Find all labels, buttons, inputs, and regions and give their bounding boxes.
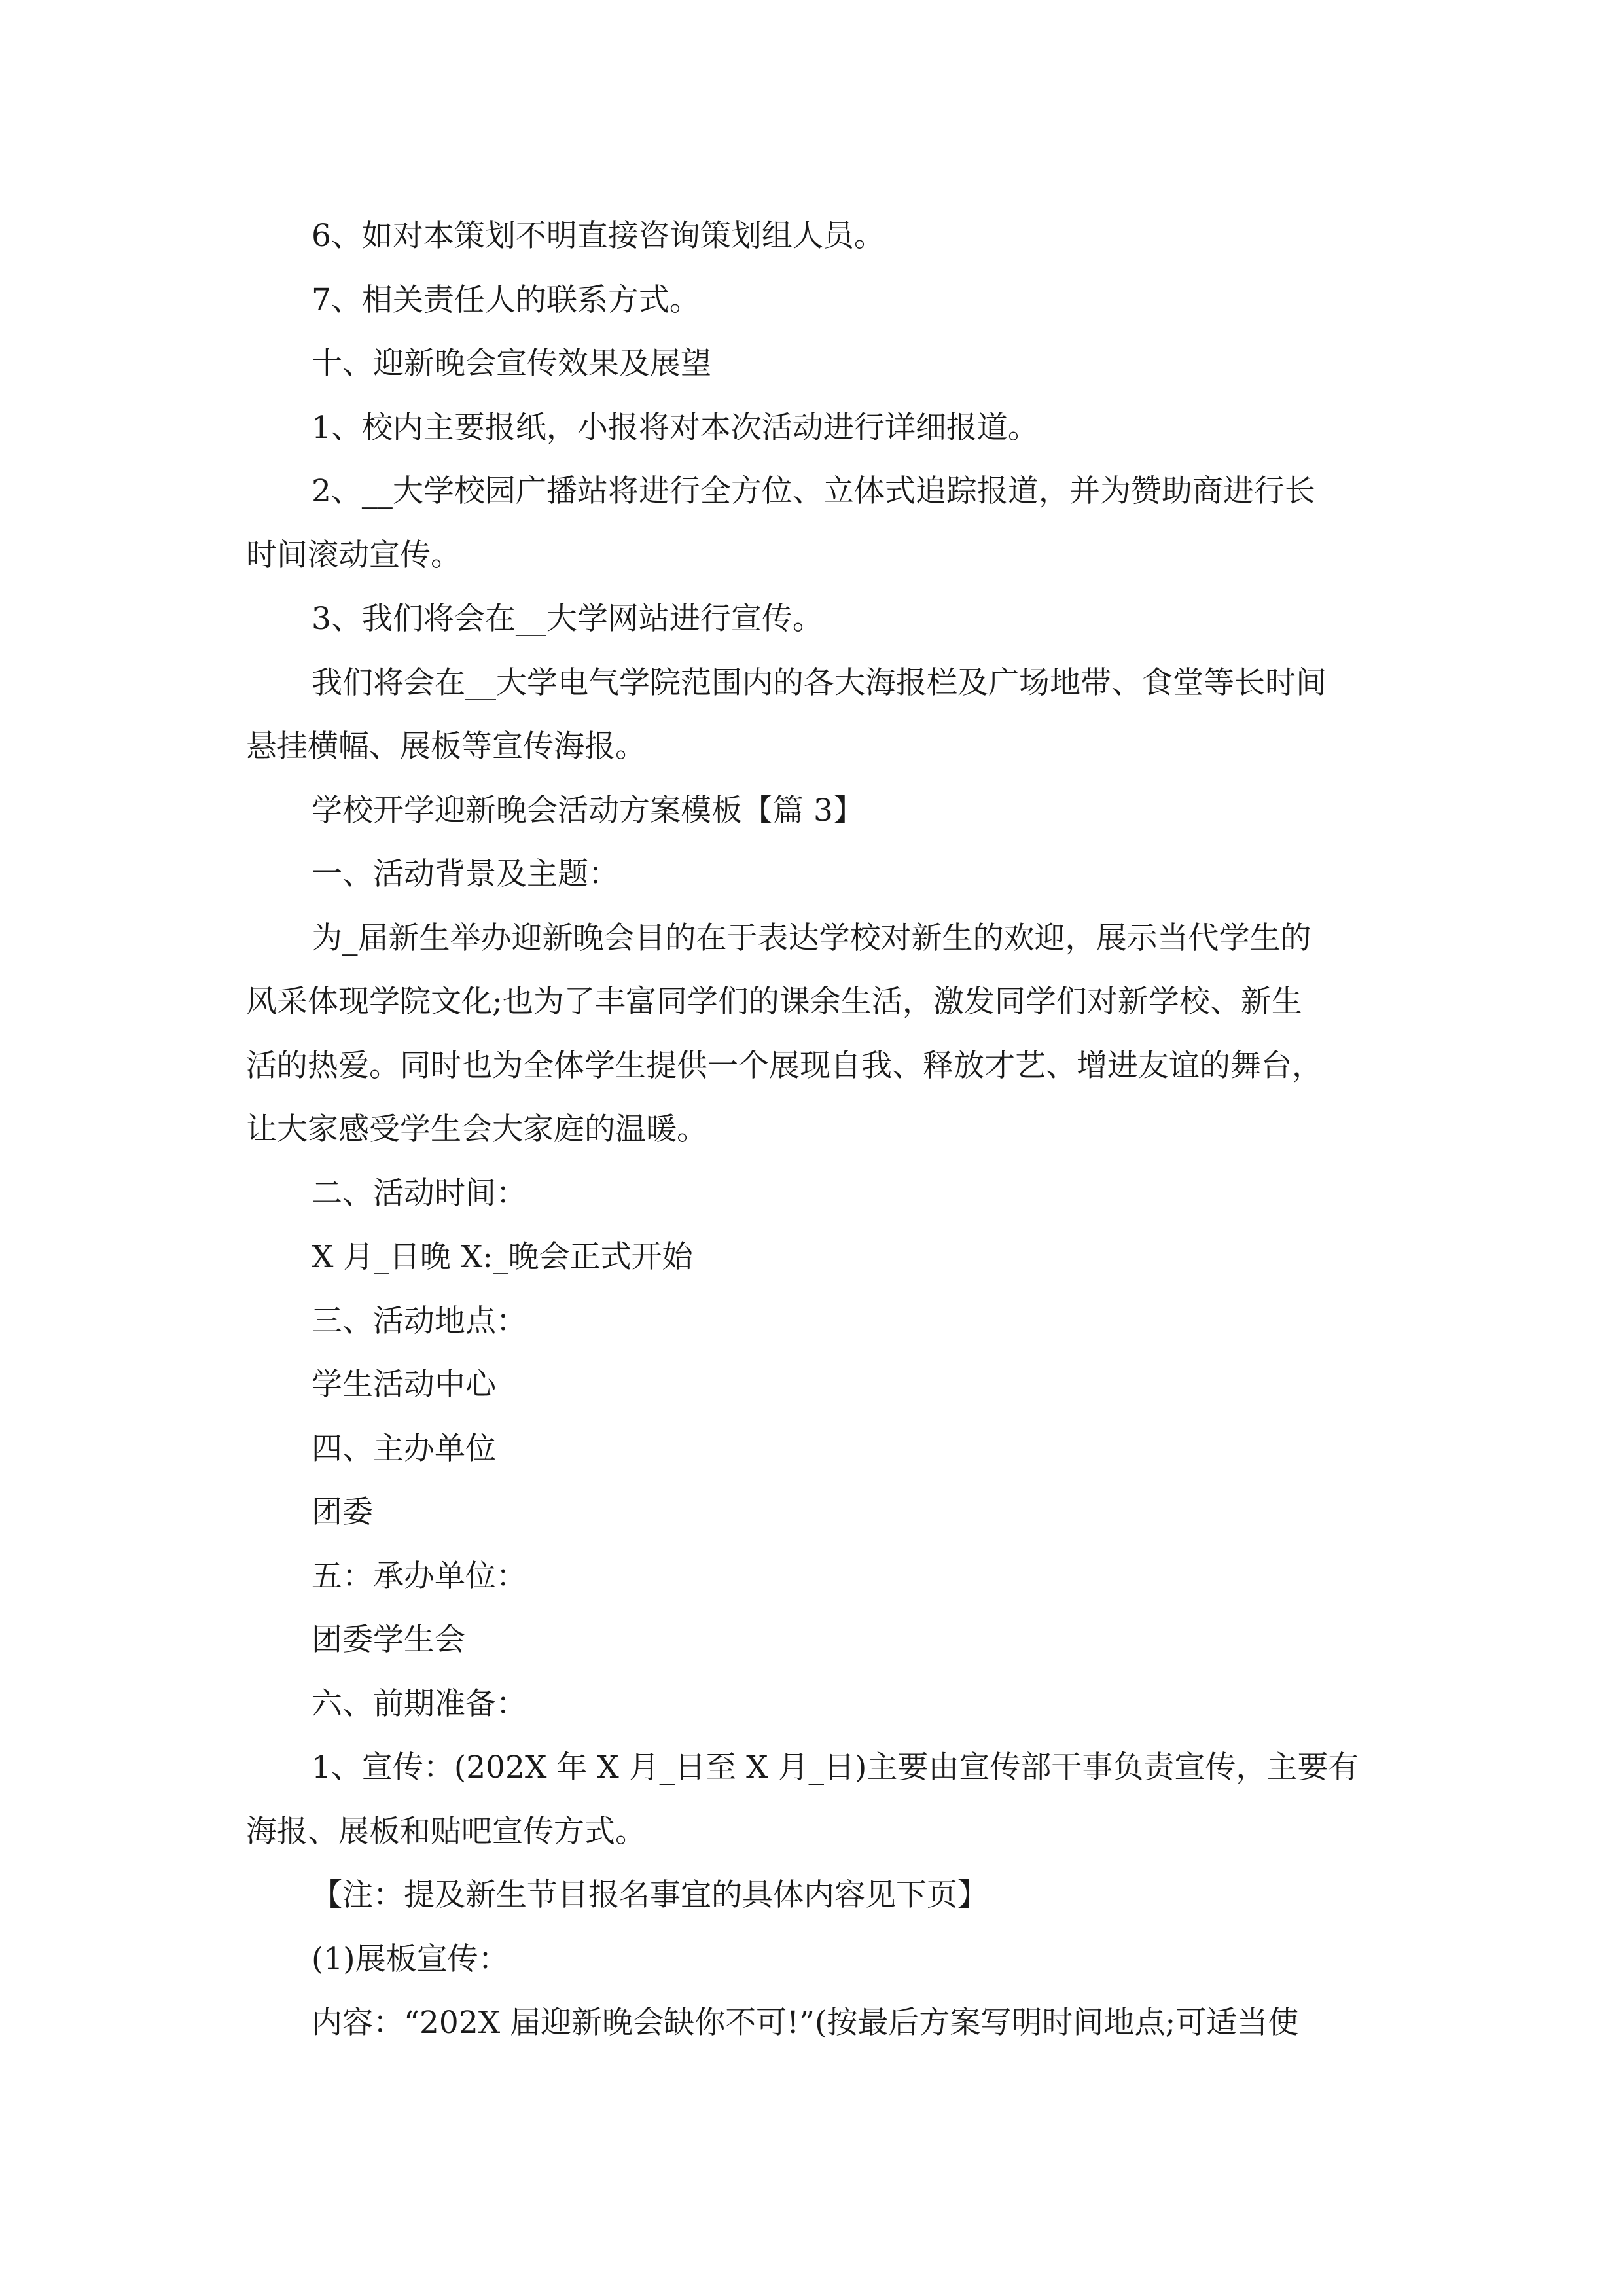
text-line: 活的热爱。同时也为全体学生提供一个展现自我、释放才艺、增进友谊的舞台， (246, 1047, 1323, 1084)
text-line: 团委 (312, 1494, 373, 1530)
text-line: 风采体现学院文化;也为了丰富同学们的课余生活，激发同学们对新学校、新生 (246, 984, 1302, 1020)
text-line: 十、迎新晚会宣传效果及展望 (312, 346, 711, 382)
text-line: 为_届新生举办迎新晚会目的在于表达学校对新生的欢迎，展示当代学生的 (312, 920, 1311, 956)
text-line: 【注：提及新生节目报名事宜的具体内容见下页】 (312, 1877, 988, 1913)
text-line: 三、活动地点： (312, 1302, 527, 1339)
text-line: 1、宣传：(202X 年 X 月_日至 X 月_日)主要由宣传部干事负责宣传，主要有 (312, 1749, 1359, 1785)
text-line: 6、如对本策划不明直接咨询策划组人员。 (312, 218, 885, 254)
text-line: 学生活动中心 (312, 1367, 496, 1403)
text-line: 二、活动时间： (312, 1175, 527, 1211)
text-line: 学校开学迎新晚会活动方案模板【篇 3】 (312, 792, 864, 829)
text-line: 六、前期准备： (312, 1685, 527, 1722)
text-line: 悬挂横幅、展板等宣传海报。 (246, 728, 646, 764)
text-line: 海报、展板和贴吧宣传方式。 (246, 1813, 646, 1850)
text-line: 内容：“202X 届迎新晚会缺你不可!”(按最后方案写明时间地点;可适当使 (312, 2005, 1299, 2041)
text-line: 团委学生会 (312, 1622, 465, 1658)
document-body (246, 204, 1385, 2055)
text-line: 1、校内主要报纸，小报将对本次活动进行详细报道。 (312, 409, 1039, 446)
text-line: 7、相关责任人的联系方式。 (312, 281, 700, 318)
text-line: 2、__大学校园广播站将进行全方位、立体式追踪报道，并为赞助商进行长 (312, 473, 1315, 509)
text-line: 我们将会在__大学电气学院范围内的各大海报栏及广场地带、食堂等长时间 (312, 664, 1327, 701)
text-line: 四、主办单位 (312, 1430, 496, 1467)
text-line: 时间滚动宣传。 (246, 537, 461, 573)
text-line: 让大家感受学生会大家庭的温暖。 (246, 1111, 707, 1147)
text-line: 3、我们将会在__大学网站进行宣传。 (312, 601, 823, 637)
text-line: X 月_日晚 X:_晚会正式开始 (312, 1239, 693, 1275)
text-line: 一、活动背景及主题： (312, 856, 619, 892)
text-line: (1)展板宣传： (312, 1941, 509, 1977)
text-line: 五：承办单位： (312, 1558, 527, 1594)
